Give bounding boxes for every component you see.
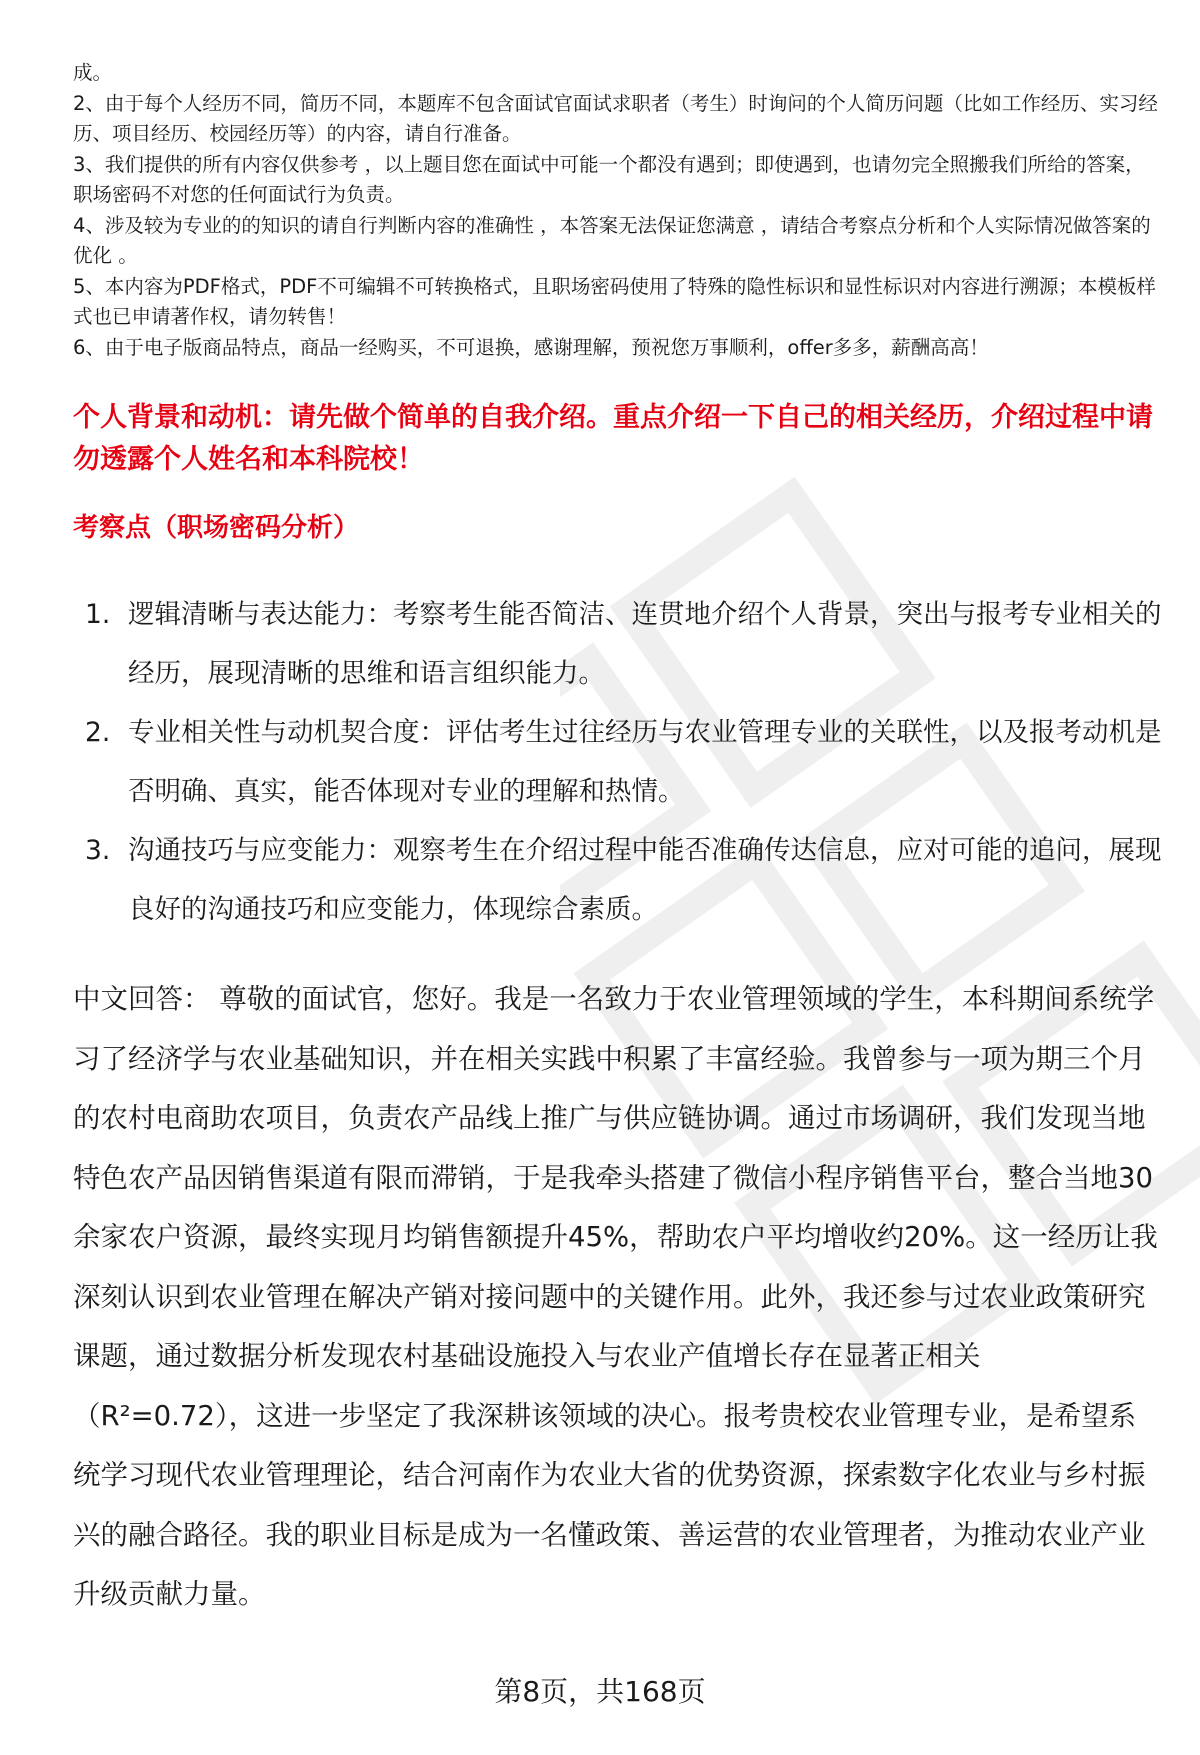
interview-question: 个人背景和动机：请先做个简单的自我介绍。重点介绍一下自己的相关经历，介绍过程中请勿透露个人姓名和本科院校！ bbox=[73, 402, 1153, 475]
analysis-point bbox=[73, 703, 1163, 821]
note-item-3: 3、我们提供的所有内容仅供参考 ，以上题目您在面试中可能一个都没有遇到；即使遇到，也请勿完全照搬我们所给的答案，职场密码不对您的任何面试行为负责。 bbox=[73, 152, 1145, 206]
note-item-2: 2、由于每个人经历不同，简历不同，本题库不包含面试官面试求职者（考生）时询问的个人简历问题（比如工作经历、实习经历、项目经历、校园经历等）的内容，请自行准备。 bbox=[73, 91, 1158, 145]
point-text: 沟通技巧与应变能力：观察考生在介绍过程中能否准确传达信息，应对可能的追问，展现良好的沟通技巧和应变能力，体现综合素质。 bbox=[128, 835, 1162, 925]
page-number: 第8页，共168页 bbox=[494, 1675, 706, 1708]
point-number: 2. bbox=[85, 717, 111, 748]
note-item-5: 5、本内容为PDF格式，PDF不可编辑不可转换格式，且职场密码使用了特殊的隐性标识和显性标识对内容进行溯源；本模板样式也已申请著作权，请勿转售！ bbox=[73, 274, 1156, 328]
point-text: 逻辑清晰与表达能力：考察考生能否简洁、连贯地介绍个人背景，突出与报考专业相关的经历，展现清晰的思维和语言组织能力。 bbox=[128, 599, 1162, 689]
disclaimer-notes bbox=[73, 58, 1163, 363]
chinese-answer: 中文回答： 尊敬的面试官，您好。我是一名致力于农业管理领域的学生，本科期间系统学习了经济学与农业基础知识，并在相关实践中积累了丰富经验。我曾参与一项为期三个月的农村电商助农项目，负责农产品线上推广与供应链协调。通过市场调研，我们发现当地特色农产品因销售渠道有限而滞销，于是我牵头搭建了微信小程序销售平台，整合当地30余家农户资源，最终实现月均销售额提升45%，帮助农户平均增收约20%。这一经历让我深刻认识到农业管理在解决产销对接问题中的关键作用。此外，我还参与过农业政策研究课题，通过数据分析发现农村基础设施投入与农业产值增长存在显著正相关（R²=0.72），这进一步坚定了我深耕该领域的决心。报考贵校农业管理专业，是希望系统学习现代农业管理理论，结合河南作为农业大省的优势资源，探索数字化农业与乡村振兴的融合路径。我的职业目标是成为一名懂政策、善运营的农业管理者，为推动农业产业升级贡献力量。 bbox=[73, 983, 1158, 1610]
point-number: 3. bbox=[85, 835, 111, 866]
analysis-point bbox=[73, 585, 1163, 703]
note-item-6: 6、由于电子版商品特点，商品一经购买，不可退换，感谢理解，预祝您万事顺利，offer多多，薪酬高高！ bbox=[73, 335, 989, 359]
point-number: 1. bbox=[85, 599, 111, 630]
note-item-4: 4、涉及较为专业的的知识的请自行判断内容的准确性 ，本答案无法保证您满意 ，请结合考察点分析和个人实际情况做答案的优化 。 bbox=[73, 213, 1151, 267]
point-text: 专业相关性与动机契合度：评估考生过往经历与农业管理专业的关联性，以及报考动机是否明确、真实，能否体现对专业的理解和热情。 bbox=[128, 717, 1162, 807]
analysis-points-list bbox=[73, 585, 1163, 939]
note-continuation: 成。 bbox=[73, 61, 113, 84]
analysis-title: 考察点（职场密码分析） bbox=[73, 513, 360, 543]
analysis-point bbox=[73, 821, 1163, 939]
